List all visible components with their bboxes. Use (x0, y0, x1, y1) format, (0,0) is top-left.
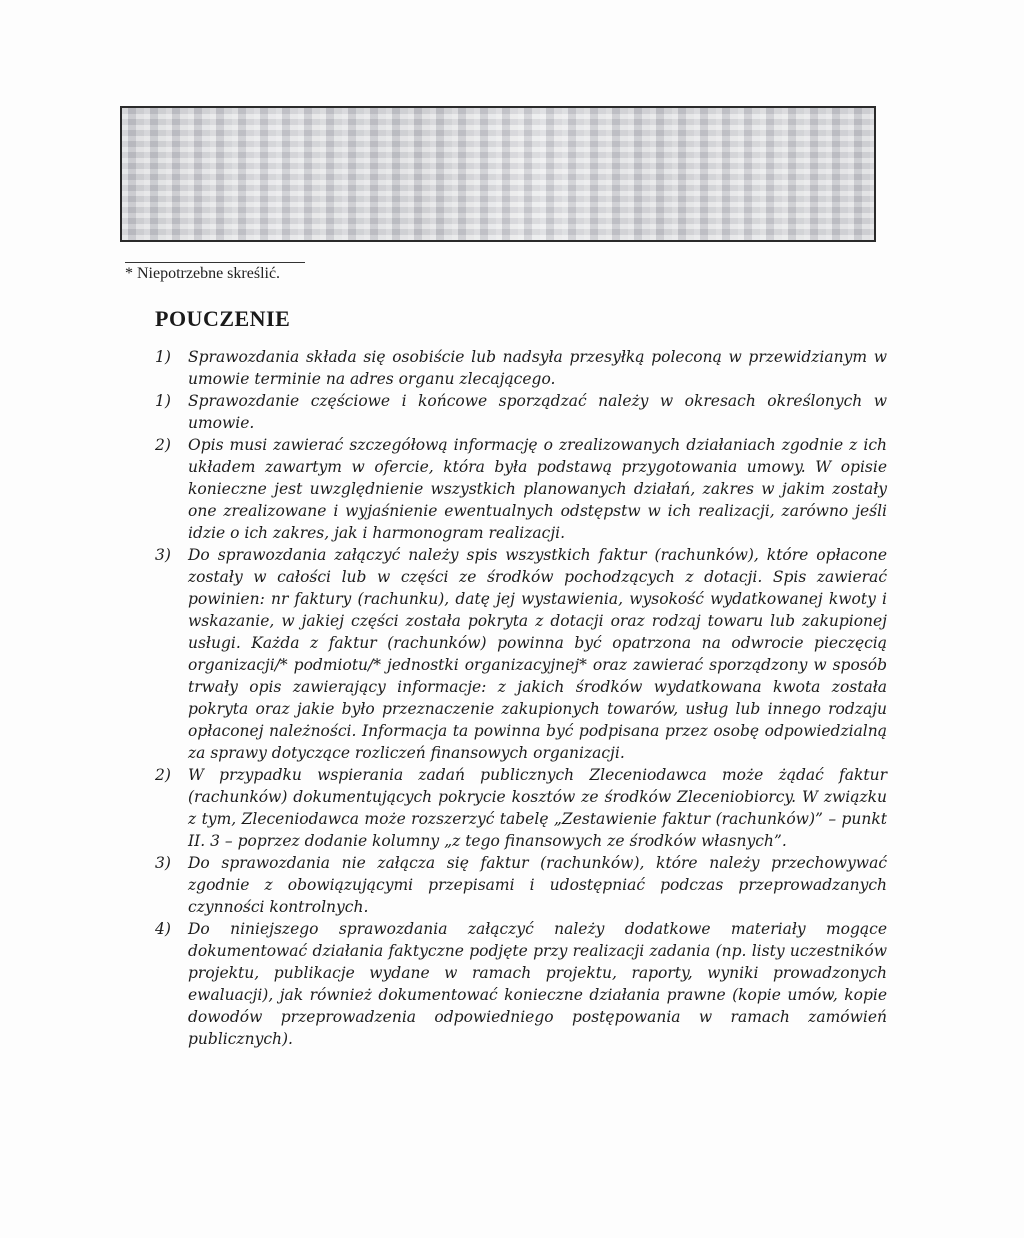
list-item-number: 1) (155, 392, 171, 410)
list-item (155, 852, 887, 918)
list-item (155, 544, 887, 764)
section-heading: POUCZENIE (155, 306, 291, 331)
list-item (155, 918, 887, 1050)
list-item-text: Do sprawozdania nie załącza się faktur (rachunków), które należy przechowywać zgodnie z obowiązującymi przepisami i udostępniać podczas przeprowadzanych czynności kontrolnych. (188, 854, 887, 916)
list-item-number: 4) (155, 920, 171, 938)
list-item-text: Sprawozdania składa się osobiście lub nadsyła przesyłką poleconą w przewidzianym w umowie terminie na adres organu zlecającego. (188, 348, 887, 388)
footnote-rule (125, 262, 305, 263)
list-item (155, 764, 887, 852)
list-item-text: Do niniejszego sprawozdania załączyć należy dodatkowe materiały mogące dokumentować działania faktyczne podjęte przy realizacji zadania (np. listy uczestników projektu, publikacje wydane w ramach projektu, raporty, wyniki prowadzonych ewaluacji), jak również dokumentować konieczne działania prawne (kopie umów, kopie dowodów przeprowadzenia odpowiedniego postępowania w ramach zamówień publicznych). (188, 920, 887, 1048)
instruction-list (155, 346, 887, 1050)
list-item-number: 3) (155, 854, 171, 872)
list-item (155, 346, 887, 390)
list-item-text: Opis musi zawierać szczegółową informację o zrealizowanych działaniach zgodnie z ich układem zawartym w ofercie, która była podstawą przygotowania umowy. W opisie konieczne jest uwzględnienie wszystkich planowanych działań, zakres w jakim zostały one zrealizowane i wyjaśnienie ewentualnych odstępstw w ich realizacji, zarówno jeśli idzie o ich zakres, jak i harmonogram realizacji. (188, 436, 887, 542)
redacted-area (120, 106, 876, 242)
list-item (155, 434, 887, 544)
list-item-text: Sprawozdanie częściowe i końcowe sporządzać należy w okresach określonych w umowie. (188, 392, 887, 432)
footnote: * Niepotrzebne skreślić. (125, 265, 281, 282)
list-item-number: 2) (155, 766, 171, 784)
list-item-text: W przypadku wspierania zadań publicznych Zleceniodawca może żądać faktur (rachunków) dokumentujących pokrycie kosztów ze środków Zleceniobiorcy. W związku z tym, Zleceniodawca może rozszerzyć tabelę „Zestawienie faktur (rachunków)” – punkt II. 3 – poprzez dodanie kolumny „z tego finansowych ze środków własnych”. (188, 766, 887, 850)
list-item-number: 2) (155, 436, 171, 454)
list-item-number: 3) (155, 546, 171, 564)
list-item (155, 390, 887, 434)
list-item-number: 1) (155, 348, 171, 366)
list-item-text: Do sprawozdania załączyć należy spis wszystkich faktur (rachunków), które opłacone zostały w całości lub w części ze środków pochodzących z dotacji. Spis zawierać powinien: nr faktury (rachunku), datę jej wystawienia, wysokość wydatkowanej kwoty i wskazanie, w jakiej części została pokryta z dotacji oraz rodzaj towaru lub zakupionej usługi. Każda z faktur (rachunków) powinna być opatrzona na odwrocie pieczęcią organizacji/* podmiotu/* jednostki organizacyjnej* oraz zawierać sporządzony w sposób trwały opis zawierający informacje: z jakich środków wydatkowana kwota została pokryta oraz jakie było przeznaczenie zakupionych towarów, usług lub innego rodzaju opłaconej należności. Informacja ta powinna być podpisana przez osobę odpowiedzialną za sprawy dotyczące rozliczeń finansowych organizacji. (188, 546, 887, 762)
